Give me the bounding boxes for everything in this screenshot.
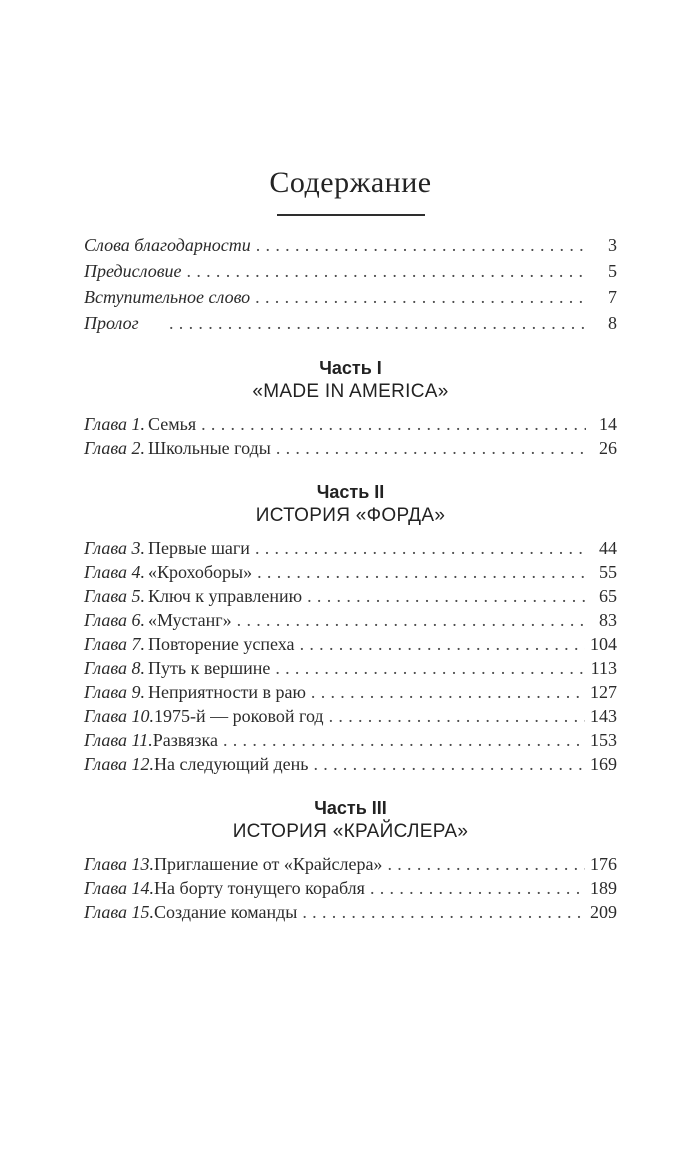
entry-label: Пролог	[84, 313, 139, 333]
page-number: 7	[608, 287, 617, 307]
dot-leader	[387, 852, 585, 876]
chapter-title: Семья	[148, 414, 197, 434]
chapter-row	[84, 560, 617, 584]
chapter-label: Глава 1.	[84, 414, 146, 434]
chapter-label: Глава 13.	[84, 854, 155, 874]
page-number: 209	[590, 902, 617, 922]
chapter-row	[84, 656, 617, 680]
chapter-label: Глава 6.	[84, 610, 146, 630]
toc-entry	[84, 258, 617, 284]
chapter-title: Повторение успеха	[148, 634, 295, 654]
page-number: 169	[590, 754, 617, 774]
chapter-title: Ключ к управлению	[148, 586, 303, 606]
page-title: Содержание	[269, 166, 432, 199]
chapter-label: Глава 5.	[84, 586, 146, 606]
chapter-row	[84, 412, 617, 436]
part-label: Часть III	[314, 798, 387, 818]
page-number: 3	[608, 235, 617, 255]
page-number: 83	[599, 610, 617, 630]
entry-label: Слова благодарности	[84, 235, 251, 255]
chapter-title: «Крохоборы»	[148, 562, 253, 582]
page-number: 44	[599, 538, 617, 558]
chapter-row	[84, 900, 617, 924]
entry-label: Вступительное слово	[84, 287, 251, 307]
dot-leader	[201, 412, 586, 436]
part-section-2	[84, 480, 617, 776]
part-subtitle: ИСТОРИЯ «КРАЙСЛЕРА»	[232, 821, 469, 842]
chapter-title: Путь к вершине	[148, 658, 271, 678]
title-rule	[277, 214, 425, 216]
dot-leader	[257, 560, 586, 584]
part-subtitle: ИСТОРИЯ «ФОРДА»	[255, 505, 446, 526]
dot-leader	[255, 284, 586, 310]
chapter-row	[84, 584, 617, 608]
part-subtitle: «MADE IN AMERICA»	[252, 381, 449, 402]
part-label: Часть II	[316, 482, 385, 502]
dot-leader	[237, 608, 586, 632]
chapter-title: 1975-й — роковой год	[154, 706, 324, 726]
chapter-label: Глава 12.	[84, 754, 155, 774]
toc-page	[84, 168, 617, 924]
chapter-title: На следующий день	[154, 754, 309, 774]
dot-leader	[370, 876, 585, 900]
page-number: 143	[590, 706, 617, 726]
part-section-3	[84, 796, 617, 924]
dot-leader	[329, 704, 585, 728]
chapter-title: Первые шаги	[148, 538, 250, 558]
chapter-title: Приглашение от «Крайслера»	[154, 854, 383, 874]
chapter-row	[84, 436, 617, 460]
chapter-title: «Мустанг»	[148, 610, 232, 630]
chapter-title: Неприятности в раю	[148, 682, 306, 702]
chapter-title: Создание команды	[154, 902, 298, 922]
chapter-row	[84, 608, 617, 632]
chapter-row	[84, 728, 617, 752]
page-number: 14	[599, 414, 617, 434]
toc-entry	[84, 232, 617, 258]
dot-leader	[275, 656, 585, 680]
chapter-row	[84, 852, 617, 876]
page-number: 5	[608, 261, 617, 281]
page-number: 189	[590, 878, 617, 898]
dot-leader	[169, 310, 586, 336]
chapter-label: Глава 7.	[84, 634, 146, 654]
dot-leader	[311, 680, 585, 704]
chapter-label: Глава 3.	[84, 538, 146, 558]
page-number: 55	[599, 562, 617, 582]
page-number: 26	[599, 438, 617, 458]
chapter-label: Глава 4.	[84, 562, 146, 582]
entry-label: Предисловие	[84, 261, 182, 281]
dot-leader	[255, 536, 586, 560]
chapter-row	[84, 680, 617, 704]
dot-leader	[302, 900, 585, 924]
dot-leader	[187, 258, 586, 284]
page-number: 153	[590, 730, 617, 750]
part-label: Часть I	[319, 358, 382, 378]
page-number: 176	[590, 854, 617, 874]
page-number: 104	[590, 634, 617, 654]
front-matter-list	[84, 232, 617, 336]
chapter-row	[84, 632, 617, 656]
chapter-title: На борту тонущего корабля	[154, 878, 365, 898]
chapter-label: Глава 15.	[84, 902, 155, 922]
dot-leader	[276, 436, 586, 460]
chapter-list	[84, 412, 617, 460]
dot-leader	[223, 728, 585, 752]
toc-entry	[84, 310, 617, 336]
chapter-label: Глава 11.	[84, 730, 153, 750]
dot-leader	[300, 632, 585, 656]
chapter-label: Глава 10.	[84, 706, 155, 726]
chapter-title: Школьные годы	[148, 438, 271, 458]
chapter-label: Глава 9.	[84, 682, 146, 702]
chapter-label: Глава 2.	[84, 438, 146, 458]
page-number: 65	[599, 586, 617, 606]
chapter-label: Глава 14.	[84, 878, 155, 898]
dot-leader	[313, 752, 585, 776]
chapter-row	[84, 752, 617, 776]
chapter-list	[84, 852, 617, 924]
dot-leader	[307, 584, 586, 608]
chapter-list	[84, 536, 617, 776]
dot-leader	[256, 232, 586, 258]
page-number: 113	[590, 658, 617, 678]
chapter-row	[84, 536, 617, 560]
part-section-1	[84, 356, 617, 460]
page-number: 127	[590, 682, 617, 702]
toc-entry	[84, 284, 617, 310]
chapter-row	[84, 876, 617, 900]
chapter-label: Глава 8.	[84, 658, 146, 678]
chapter-row	[84, 704, 617, 728]
page-number: 8	[608, 313, 617, 333]
chapter-title: Развязка	[152, 730, 218, 750]
